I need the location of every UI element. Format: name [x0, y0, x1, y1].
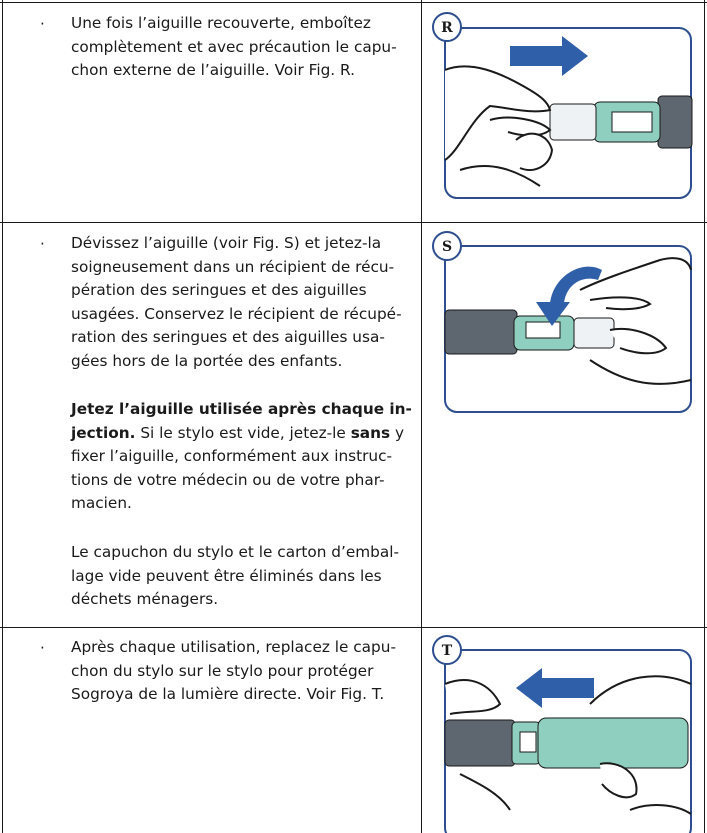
instruction-text: Après chaque utilisation, replacez le capu- chon du stylo sur le stylo pour protéger Sogroya de la lumière directe. Voir Fig. T. — [71, 638, 396, 704]
figure-label: T — [441, 643, 453, 659]
figure-label: R — [441, 20, 453, 36]
figure-s — [430, 230, 696, 414]
disposal-text: Le capuchon du stylo et le carton d’embal- lage vide peuvent être éliminés dans les déchets ménagers. — [71, 543, 400, 609]
figure-t — [430, 634, 696, 833]
warning-lead: Jetez l’aiguille utilisée après chaque in- jection. — [71, 400, 412, 442]
figure-label: S — [441, 239, 453, 255]
warning-bold-word: sans — [350, 423, 391, 442]
pen-illustration — [550, 96, 692, 148]
instruction-warning — [71, 398, 416, 516]
bullet: · — [40, 235, 45, 253]
table-border-right — [704, 0, 705, 833]
instruction-text: Dévissez l’aiguille (voir Fig. S) et jetez-la soigneusement dans un récipient de récu- pération des seringues et des aiguilles usagées. Conservez le récipient de récupé- ration des seringues et des aiguilles usa- gées hors de la portée des enfants. — [71, 234, 402, 370]
pen-illustration — [445, 718, 688, 768]
column-divider — [421, 0, 422, 833]
figure-r — [430, 10, 696, 202]
bullet: · — [40, 639, 45, 657]
warning-text-a: Si le stylo est vide, jetez-le — [135, 423, 351, 442]
instruction-text: Une fois l’aiguille recouverte, emboîtez complètement et avec précaution le capu- chon externe de l’aiguille. Voir Fig. R. — [71, 14, 397, 80]
table-border-left — [2, 0, 3, 833]
row-divider — [0, 627, 707, 628]
table-border-top — [0, 2, 707, 3]
warning-text-b: y fixer l’aiguille, conformément aux instruc- tions de votre médecin ou de votre phar- macien. — [71, 423, 405, 513]
row-divider — [0, 222, 707, 223]
bullet: · — [40, 15, 45, 33]
